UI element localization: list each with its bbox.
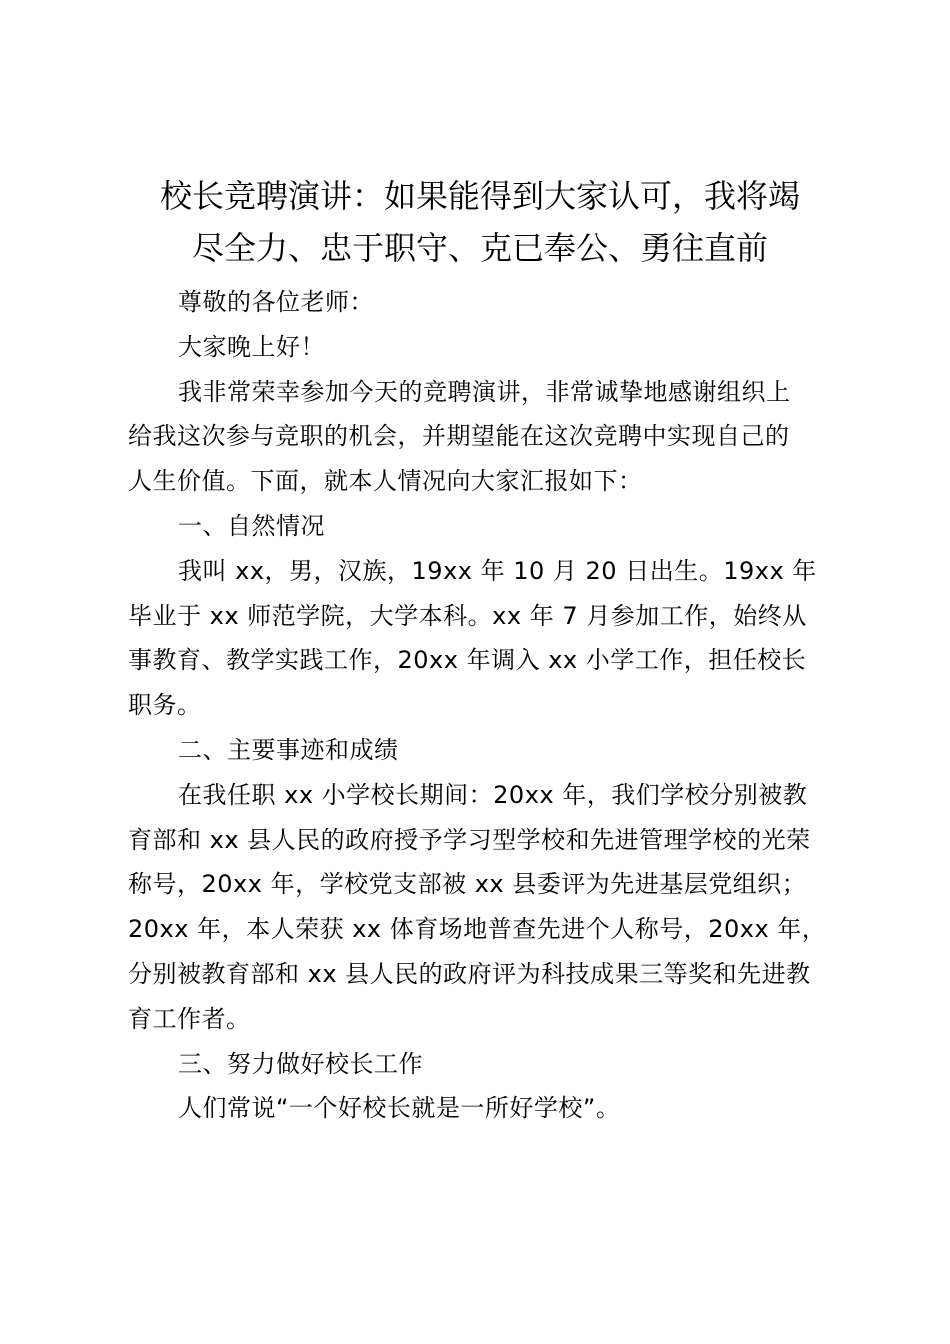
text-line: 我非常荣幸参加今天的竞聘演讲，非常诚挚地感谢组织上 [178,377,791,406]
title-line: 校长竞聘演讲：如果能得到大家认可，我将竭 [159,177,800,215]
text-line: 人生价值。下面，就本人情况向大家汇报如下： [128,467,643,496]
text-line: 事教育、教学实践工作，20xx 年调入 xx 小学工作，担任校长 [128,646,807,675]
text-line: 分别被教育部和 xx 县人民的政府评为科技成果三等奖和先进教 [128,959,811,988]
text-line: 毕业于 xx 师范学院，大学本科。xx 年 7 月参加工作，始终从 [128,601,807,630]
text-line: 一、自然情况 [178,511,325,540]
background-paragraph [128,549,832,728]
salutation [128,280,832,325]
text-line: 二、主要事迹和成绩 [178,735,399,764]
title-line: 尽全力、忠于职守、克已奉公、勇往直前 [191,229,768,267]
text-line: 尊敬的各位老师： [178,288,374,316]
section-heading [128,504,832,549]
text-line: 给我这次参与竞职的机会，并期望能在这次竞聘中实现自己的 [128,422,790,451]
text-line: 职务。 [128,691,202,720]
text-line: 三、努力做好校长工作 [178,1049,423,1078]
text-line: 大家晚上好！ [178,332,325,361]
achievements-paragraph [128,773,832,1042]
text-line: 称号，20xx 年，学校党支部被 xx 县委评为先进基层党组织； [128,870,807,899]
quote-paragraph [128,1086,832,1131]
document-body [128,280,832,1131]
text-line: 人们常说“一个好校长就是一所好学校”。 [178,1094,621,1123]
document-page [128,170,832,1131]
text-line: 育工作者。 [128,1004,251,1033]
section-heading [128,728,832,773]
document-title [128,170,832,274]
section-heading [128,1042,832,1087]
text-line: 20xx 年，本人荣获 xx 体育场地普查先进个人称号，20xx 年， [128,915,827,944]
text-line: 育部和 xx 县人民的政府授予学习型学校和先进管理学校的光荣 [128,825,811,854]
greeting [128,325,832,370]
intro-paragraph [128,370,832,504]
text-line: 我叫 xx，男，汉族，19xx 年 10 月 20 日出生。19xx 年 [178,556,817,585]
text-line: 在我任职 xx 小学校长期间：20xx 年，我们学校分别被教 [178,780,808,809]
